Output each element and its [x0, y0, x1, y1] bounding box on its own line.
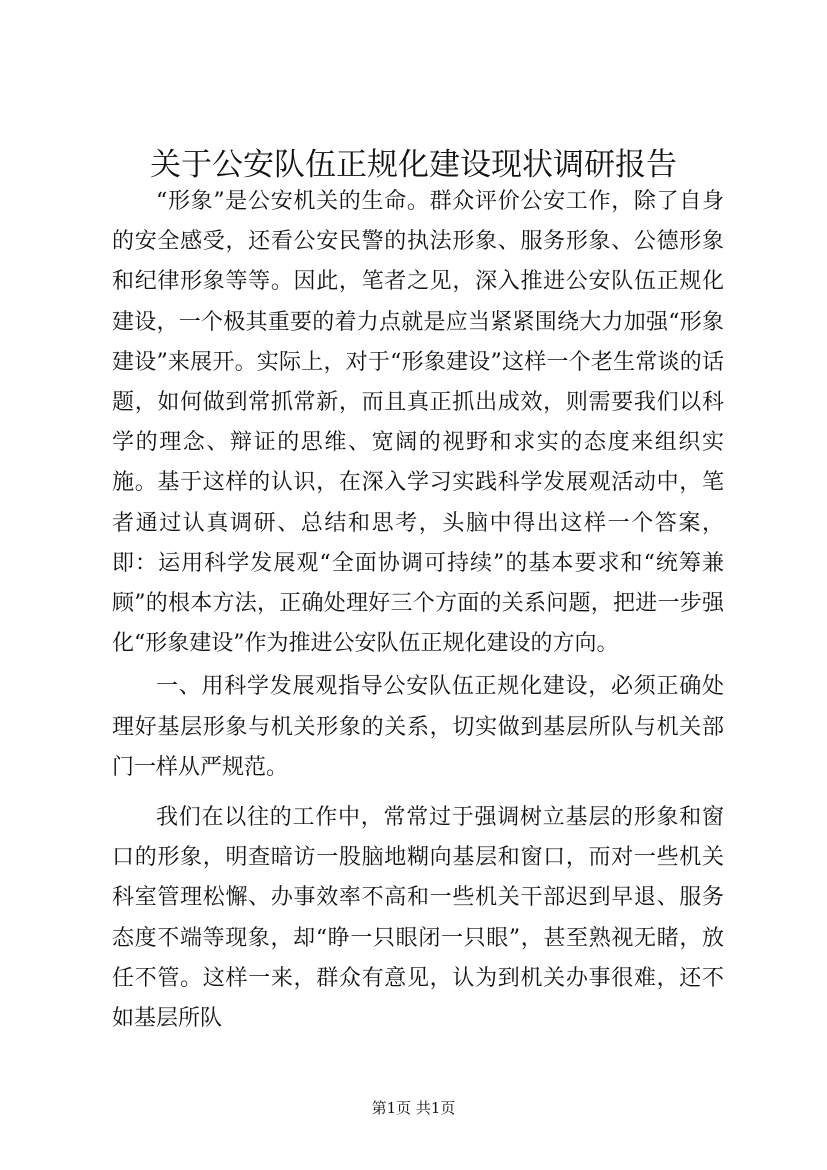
paragraph-section-body: 我们在以往的工作中，常常过于强调树立基层的形象和窗口的形象，明查暗访一股脑地糊向基层和窗口，而对一些机关科室管理松懈、办事效率不高和一些机关干部迟到早退、服务态度不端等现象，却“睁一只眼闭一只眼”，甚至熟视无睹，放任不管。这样一来，群众有意见，认为到机关办事很难，还不如基层所队 [112, 805, 724, 1032]
paragraph-section-heading: 一、用科学发展观指导公安队伍正规化建设，必须正确处理好基层形象与机关形象的关系，切实做到基层所队与机关部门一样从严规范。 [112, 674, 724, 780]
page-footer: 第1页 共1页 [371, 1099, 456, 1117]
document-body [112, 182, 724, 1039]
paragraph-intro: “形象”是公安机关的生命。群众评价公安工作，除了自身的安全感受，还看公安民警的执法形象、服务形象、公德形象和纪律形象等等。因此，笔者之见，深入推进公安队伍正规化建设，一个极其重要的着力点就是应当紧紧围绕大力加强“形象建设”来展开。实际上，对于“形象建设”这样一个老生常谈的话题，如何做到常抓常新，而且真正抓出成效，则需要我们以科学的理念、辩证的思维、宽阔的视野和求实的态度来组织实施。基于这样的认识，在深入学习实践科学发展观活动中，笔者通过认真调研、总结和思考，头脑中得出这样一个答案，即：运用科学发展观“全面协调可持续”的基本要求和“统筹兼顾”的根本方法，正确处理好三个方面的关系问题，把进一步强化“形象建设”作为推进公安队伍正规化建设的方向。 [112, 189, 724, 657]
document-title: 关于公安队伍正规化建设现状调研报告 [150, 147, 677, 183]
